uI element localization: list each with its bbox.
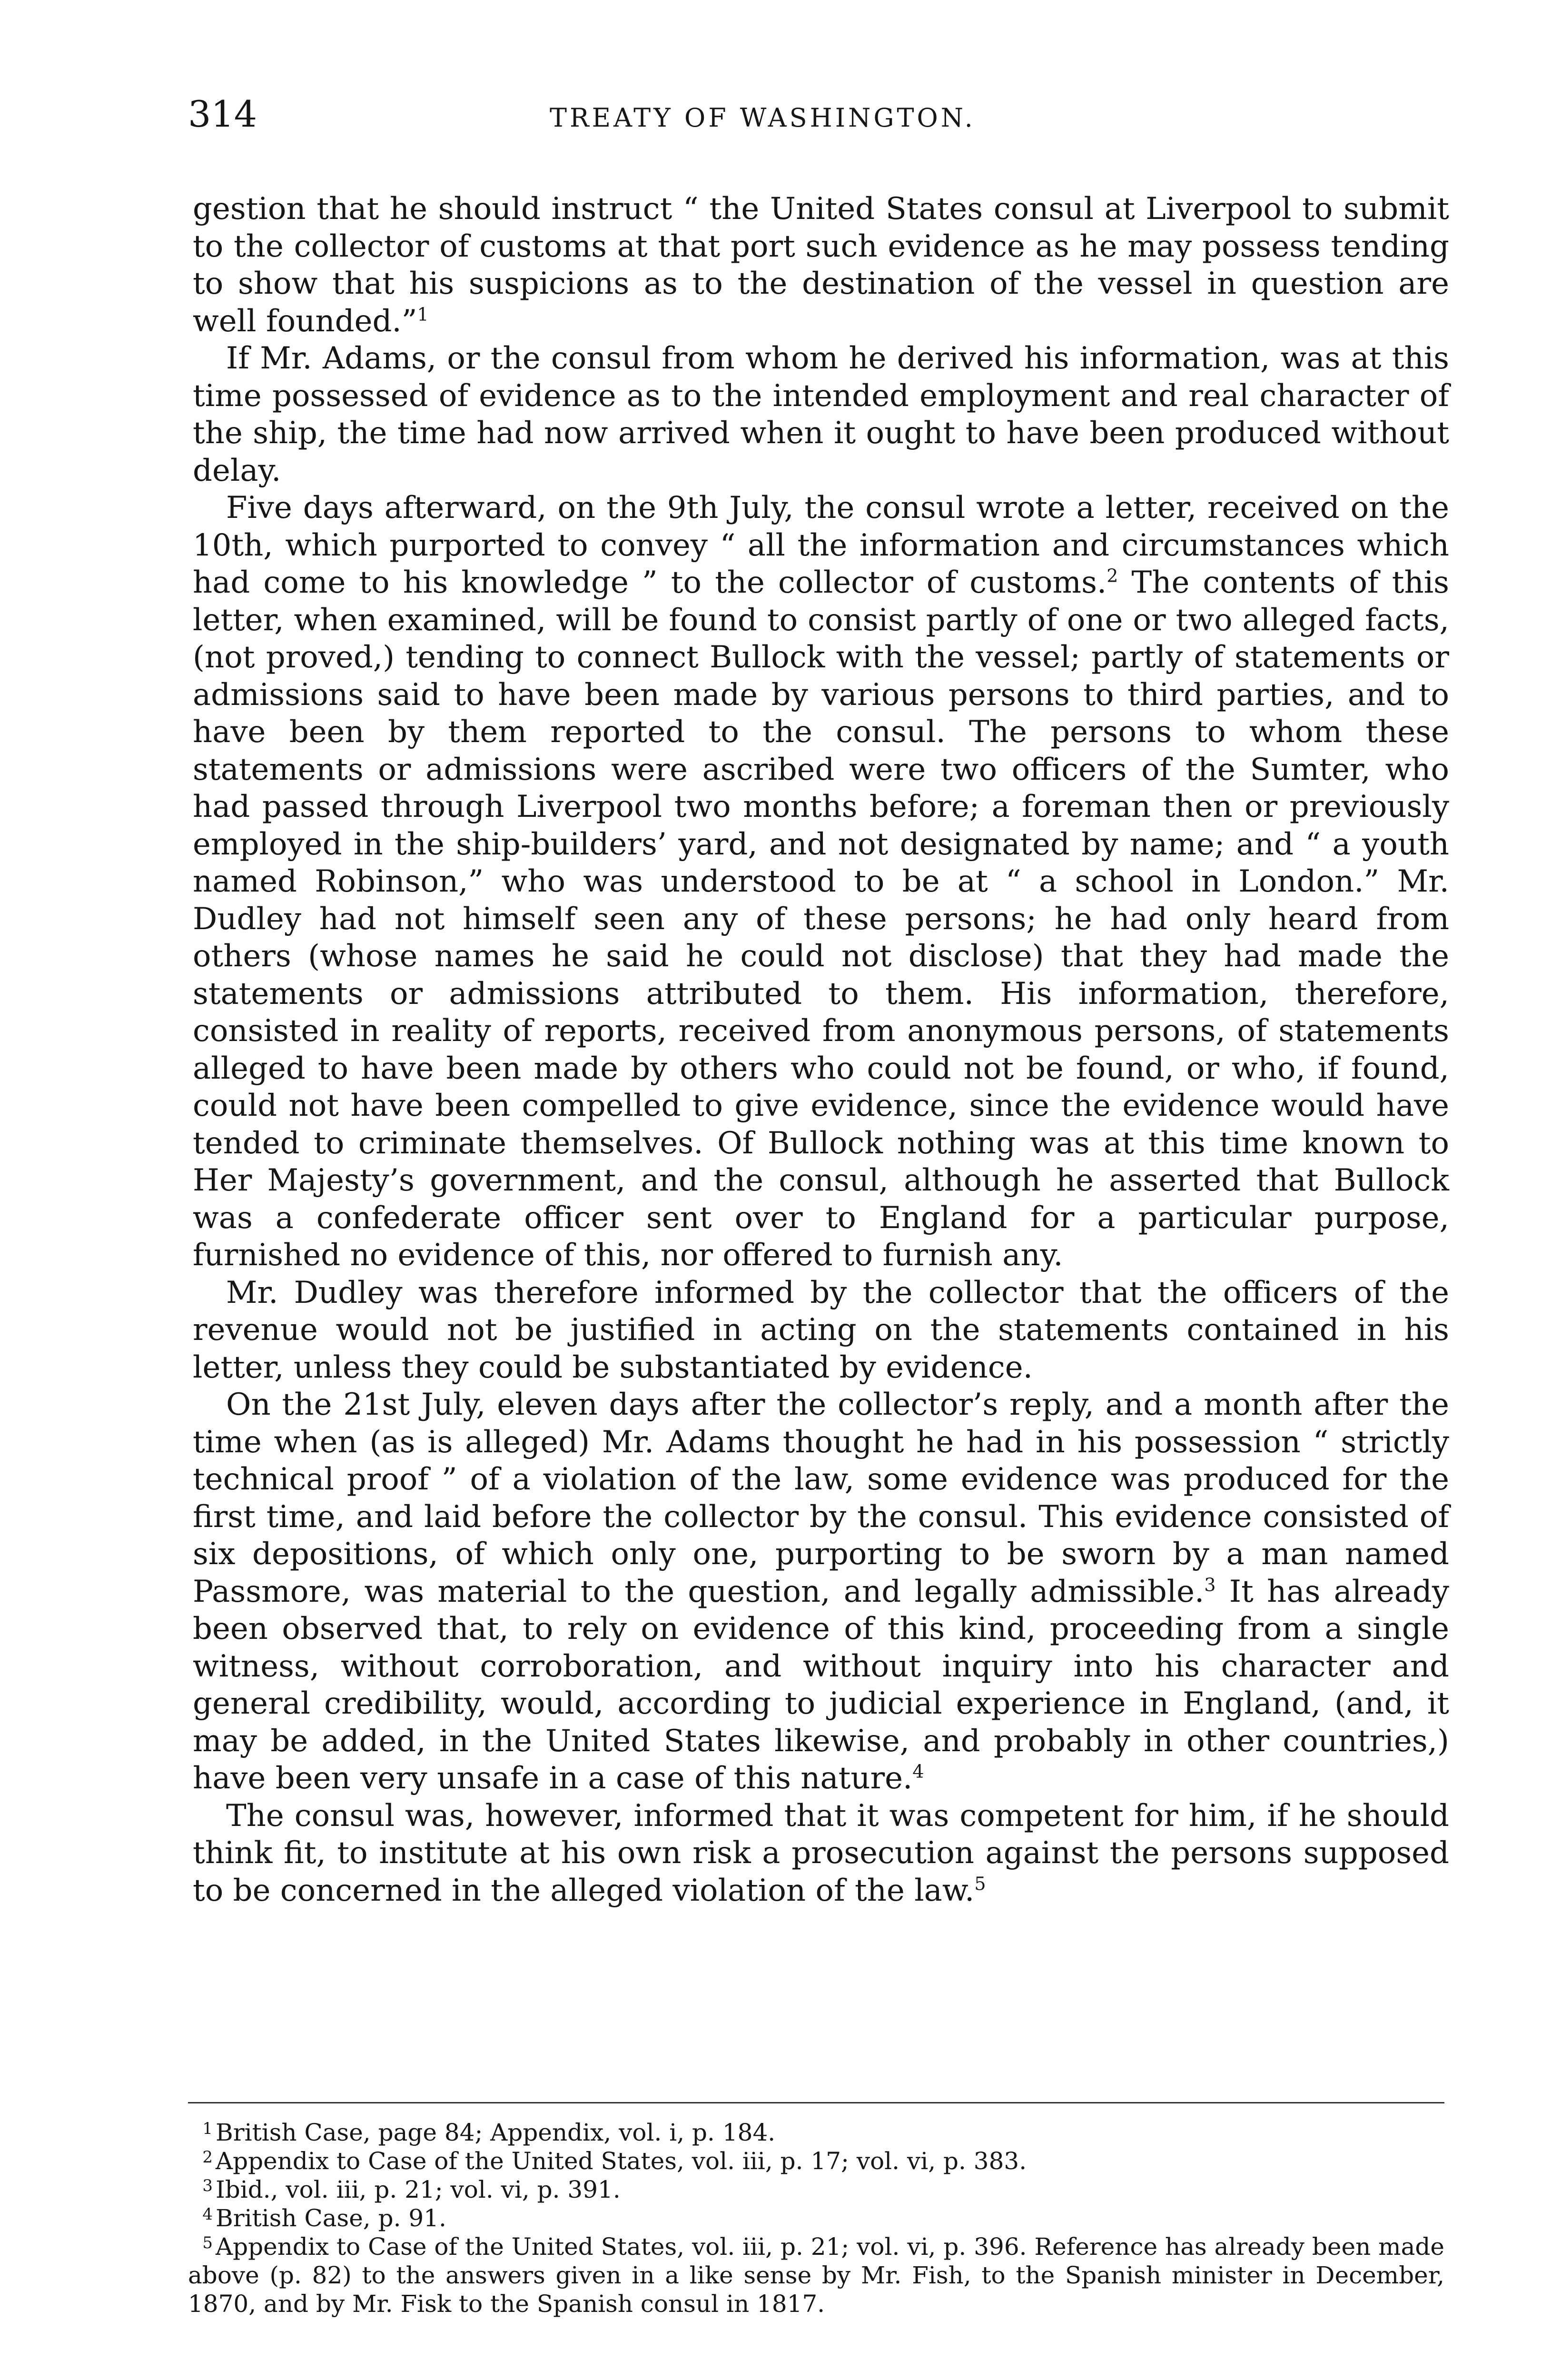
footnote-mark: 2 <box>202 2148 213 2167</box>
footnote-mark: 3 <box>202 2176 213 2195</box>
footnote-reference: 4 <box>912 1761 924 1782</box>
page-number: 314 <box>188 93 257 135</box>
footnote-mark: 5 <box>202 2233 213 2252</box>
footnote-text: Appendix to Case of the United States, vol. iii, p. 21; vol. vi, p. 396. Reference has already been made above (p. 82) to the answers given in a like sense by Mr. Fish, to the Spanish minister in December, 1870, and by Mr. Fisk to the Spanish consul in 1817. <box>188 2233 1444 2318</box>
footnote <box>188 2147 1444 2175</box>
paragraph-text: The contents of this letter, when examined, will be found to consist partly of one or two alleged facts, (not proved,) tending to connect Bullock with the vessel; partly of statements or admissions said to have been made by various persons to third parties, and to have been by them reported to the consul. The persons to whom these statements or admissions were ascribed were two officers of the Sumter, who had passed through Liverpool two months before; a foreman then or previously employed in the ship-builders’ yard, and not designated by name; and “ a youth named Robinson,” who was understood to be at “ a school in London.” Mr. Dudley had not himself seen any of these persons; he had only heard from others (whose names he said he could not disclose) that they had made the statements or admissions attributed to them. His information, therefore, consisted in reality of reports, received from anonymous persons, of statements alleged to have been made by others who could not be found, or who, if found, could not have been compelled to give evidence, since the evidence would have tended to criminate themselves. Of Bullock nothing was at this time known to Her Majesty’s government, and the consul, although he asserted that Bullock was a confederate officer sent over to England for a particular purpose, furnished no evidence of this, nor offered to furnish any. <box>193 565 1450 1273</box>
paragraph <box>193 190 1449 340</box>
footnote-mark: 1 <box>202 2119 213 2138</box>
paragraph-text: gestion that he should instruct “ the United States consul at Liverpool to submit to the collector of customs at that port such evidence as he may possess tending to show that his suspicions as to the destination of the vessel in question are well founded.” <box>193 191 1449 339</box>
footnote <box>188 2118 1444 2147</box>
footnotes <box>188 2118 1444 2318</box>
page-header <box>188 90 1449 148</box>
footnote <box>188 2232 1444 2318</box>
paragraph-text: If Mr. Adams, or the consul from whom he derived his information, was at this time possessed of evidence as to the intended employment and real character of the ship, the time had now arrived when it ought to have been produced without delay. <box>193 341 1449 488</box>
footnote-reference: 1 <box>417 304 429 325</box>
footnote-divider <box>188 2102 1444 2103</box>
footnote-mark: 4 <box>202 2205 213 2224</box>
footnote-reference: 2 <box>1106 565 1118 586</box>
paragraph-text: It has already been observed that, to rely on evidence of this kind, proceeding from a single witness, without corroboration, and without inquiry into his character and general credibility, would, according to judicial experience in England, (and, it may be added, in the United States likewise, and probably in other countries,) have been very unsafe in a case of this nature. <box>193 1574 1450 1796</box>
footnote <box>188 2175 1444 2204</box>
body-text <box>193 190 1449 1909</box>
paragraph-text: Five days afterward, on the 9th July, the consul wrote a letter, received on the 10th, which purported to convey “ all the information and circumstances which had come to his knowledge ” to the collector of customs. <box>193 490 1449 600</box>
paragraph <box>193 1274 1449 1387</box>
paragraph-text: Mr. Dudley was therefore informed by the collector that the officers of the revenue would not be justified in acting on the statements contained in his letter, unless they could be substantiated by evidence. <box>193 1275 1449 1385</box>
paragraph <box>193 340 1449 489</box>
paragraph <box>193 1386 1449 1797</box>
running-title: TREATY OF WASHINGTON. <box>550 103 976 133</box>
paragraph <box>193 1797 1449 1910</box>
footnote-text: British Case, page 84; Appendix, vol. i, p. 184. <box>216 2119 776 2146</box>
paragraph-text: The consul was, however, informed that it was competent for him, if he should think fit, to institute at his own risk a prosecution against the persons supposed to be concerned in the alleged violation of the law. <box>193 1798 1449 1908</box>
footnote-reference: 3 <box>1204 1574 1216 1596</box>
footnote-text: Ibid., vol. iii, p. 21; vol. vi, p. 391. <box>216 2176 621 2203</box>
paragraph-text: On the 21st July, eleven days after the collector’s reply, and a month after the time when (as is alleged) Mr. Adams thought he had in his possession “ strictly technical proof ” of a violation of the law, some evidence was produced for the first time, and laid before the collector by the consul. This evidence consisted of six depositions, of which only one, purporting to be sworn by a man named Passmore, was material to the question, and legally admissible. <box>193 1387 1449 1609</box>
footnote-reference: 5 <box>974 1873 986 1894</box>
footnote <box>188 2204 1444 2232</box>
paragraph <box>193 489 1449 1274</box>
footnote-text: British Case, p. 91. <box>216 2204 446 2232</box>
footnote-text: Appendix to Case of the United States, vol. iii, p. 17; vol. vi, p. 383. <box>216 2147 1027 2175</box>
